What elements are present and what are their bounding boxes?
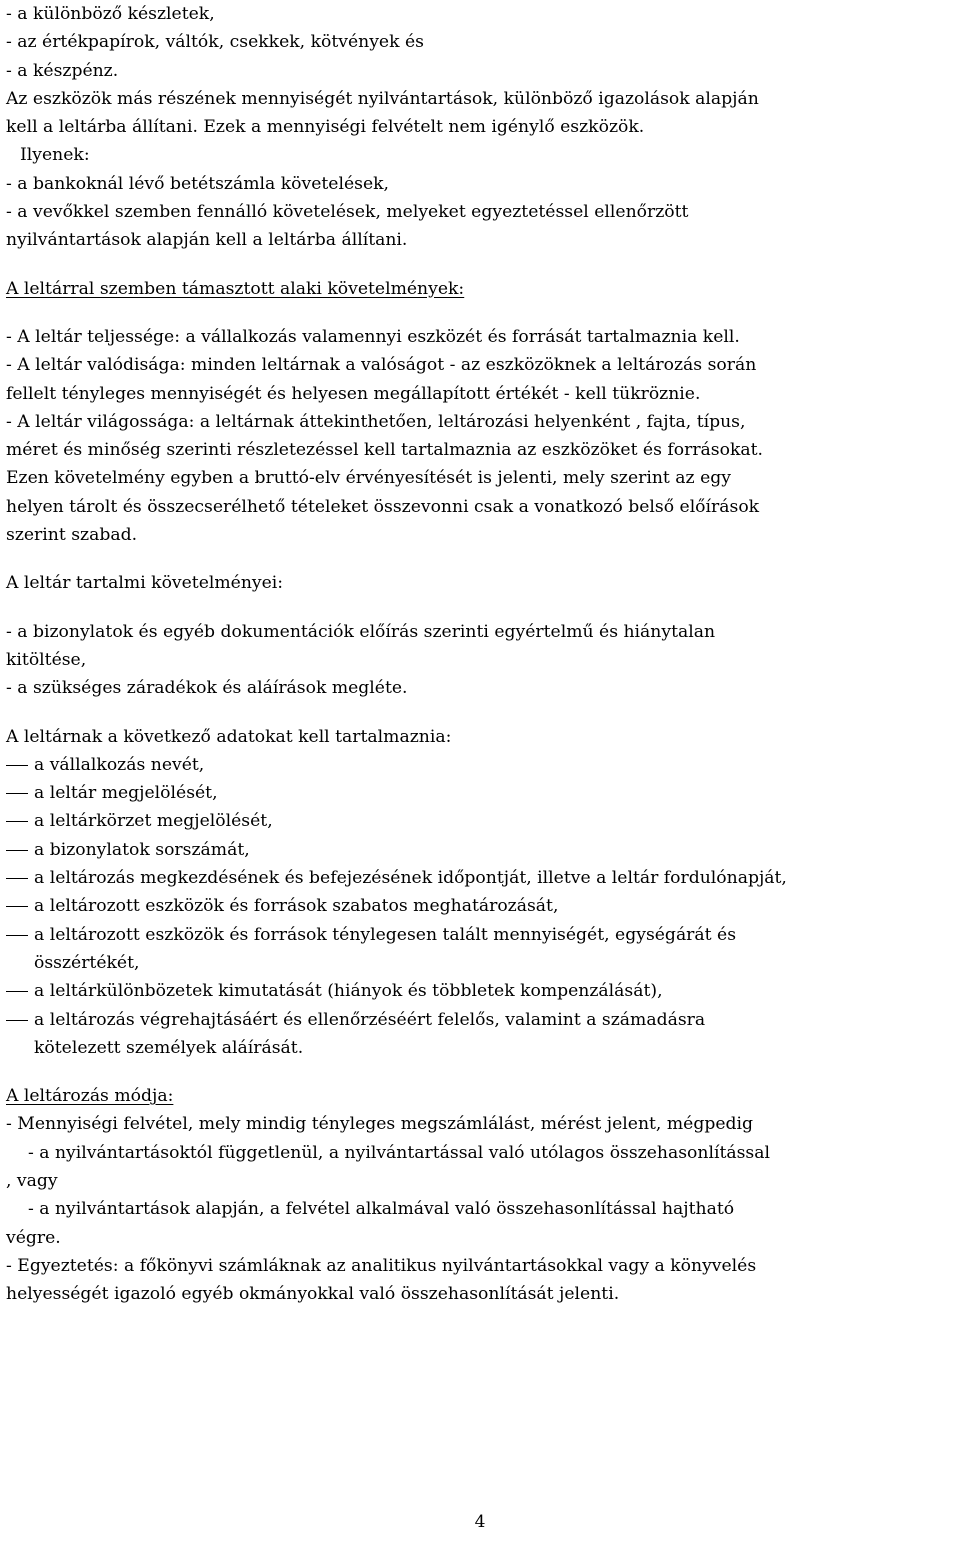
sub-item-continuation: , vagy bbox=[6, 1170, 58, 1191]
paragraph-line: helyen tárolt és összecserélhető tételeket összevonni csak a vonatkozó belső előírások bbox=[6, 496, 760, 517]
paragraph-line: szerint szabad. bbox=[6, 525, 138, 546]
list-item: - az értékpapírok, váltók, csekkek, kötvények és bbox=[6, 32, 424, 53]
list-item: a leltározott eszközök és források ténylegesen talált mennyiségét, egységárát és bbox=[6, 921, 958, 949]
paragraph-line: - a bizonylatok és egyéb dokumentációk előírás szerinti egyértelmű és hiánytalan bbox=[6, 621, 716, 642]
sub-item: - a nyilvántartások alapján, a felvétel alkalmával való összehasonlítással hajtható bbox=[28, 1199, 735, 1220]
list-item: - a különböző készletek, bbox=[6, 4, 215, 24]
list-item: - a vevőkkel szemben fennálló követelések, melyeket egyeztetéssel ellenőrzött bbox=[6, 202, 689, 223]
paragraph-line: - Egyeztetés: a főkönyvi számláknak az analitikus nyilvántartásokkal vagy a könyvelés bbox=[6, 1255, 757, 1276]
list-item: a leltározás végrehajtásáért és ellenőrzéséért felelős, valamint a számadásra bbox=[6, 1006, 958, 1034]
paragraph-line: kitöltése, bbox=[6, 649, 87, 670]
list-item: a vállalkozás nevét, bbox=[6, 751, 958, 779]
list-item: a leltárkülönbözetek kimutatását (hiányok és többletek kompenzálását), bbox=[6, 977, 958, 1005]
paragraph-line: fellelt tényleges mennyiségét és helyesen megállapított értékét - kell tükröznie. bbox=[6, 383, 701, 404]
list-item: nyilvántartások alapján kell a leltárba állítani. bbox=[6, 230, 408, 251]
section-heading-content: A leltár tartalmi követelményei: bbox=[6, 573, 284, 594]
paragraph-line: Az eszközök más részének mennyiségét nyilvántartások, különböző igazolások alapján bbox=[6, 88, 759, 109]
paragraph-line: helyességét igazoló egyéb okmányokkal való összehasonlítását jelenti. bbox=[6, 1284, 620, 1305]
paragraph-line: - a szükséges záradékok és aláírások megléte. bbox=[6, 678, 408, 699]
dash-bullet-icon bbox=[6, 850, 28, 851]
dash-bullet-icon bbox=[6, 991, 28, 992]
list-item: a leltárkörzet megjelölését, bbox=[6, 807, 958, 835]
paragraph-line: - A leltár valódisága: minden leltárnak a valóságot - az eszközöknek a leltározás során bbox=[6, 355, 757, 376]
list-item: a leltár megjelölését, bbox=[6, 779, 958, 807]
dash-bullet-icon bbox=[6, 793, 28, 794]
paragraph-line: - Mennyiségi felvétel, mely mindig tényleges megszámlálást, mérést jelent, mégpedig bbox=[6, 1114, 754, 1135]
list-item: a leltározás megkezdésének és befejezésének időpontját, illetve a leltár fordulónapját, bbox=[6, 864, 958, 892]
document-page bbox=[6, 0, 958, 1308]
list-item: a leltározott eszközök és források szabatos meghatározását, bbox=[6, 892, 958, 920]
paragraph-line: méret és minőség szerinti részletezéssel kell tartalmaznia az eszközöket és forrásokat. bbox=[6, 440, 763, 461]
page-number: 4 bbox=[474, 1512, 486, 1532]
section-heading-formal: A leltárral szemben támasztott alaki követelmények: bbox=[6, 278, 465, 299]
dash-bullet-icon bbox=[6, 935, 28, 936]
dash-bullet-icon bbox=[6, 906, 28, 907]
list-item-continuation: összértékét, bbox=[34, 952, 140, 973]
list-item-continuation: kötelezett személyek aláírását. bbox=[34, 1037, 304, 1058]
ilyenek-label: Ilyenek: bbox=[20, 145, 90, 166]
dash-bullet-icon bbox=[6, 878, 28, 879]
list-item: - a készpénz. bbox=[6, 60, 119, 81]
sub-item-continuation: végre. bbox=[6, 1227, 61, 1248]
paragraph-line: - A leltár teljessége: a vállalkozás valamennyi eszközét és forrását tartalmaznia kell. bbox=[6, 326, 740, 347]
list-item: - a bankoknál lévő betétszámla követelések, bbox=[6, 173, 389, 194]
paragraph-line: - A leltár világossága: a leltárnak áttekinthetően, leltározási helyenként , fajta, típus, bbox=[6, 411, 746, 432]
paragraph-line: Ezen követelmény egyben a bruttó-elv érvényesítését is jelenti, mely szerint az egy bbox=[6, 468, 731, 489]
dash-bullet-icon bbox=[6, 1020, 28, 1021]
paragraph-line: kell a leltárba állítani. Ezek a mennyiségi felvételt nem igénylő eszközök. bbox=[6, 117, 645, 138]
dash-bullet-icon bbox=[6, 821, 28, 822]
sub-item: - a nyilvántartásoktól függetlenül, a nyilvántartással való utólagos összehasonlítással bbox=[28, 1142, 770, 1163]
dash-bullet-icon bbox=[6, 765, 28, 766]
section-heading-method: A leltározás módja: bbox=[6, 1086, 174, 1107]
list-item: a bizonylatok sorszámát, bbox=[6, 836, 958, 864]
section-heading-data: A leltárnak a következő adatokat kell tartalmaznia: bbox=[6, 726, 452, 747]
